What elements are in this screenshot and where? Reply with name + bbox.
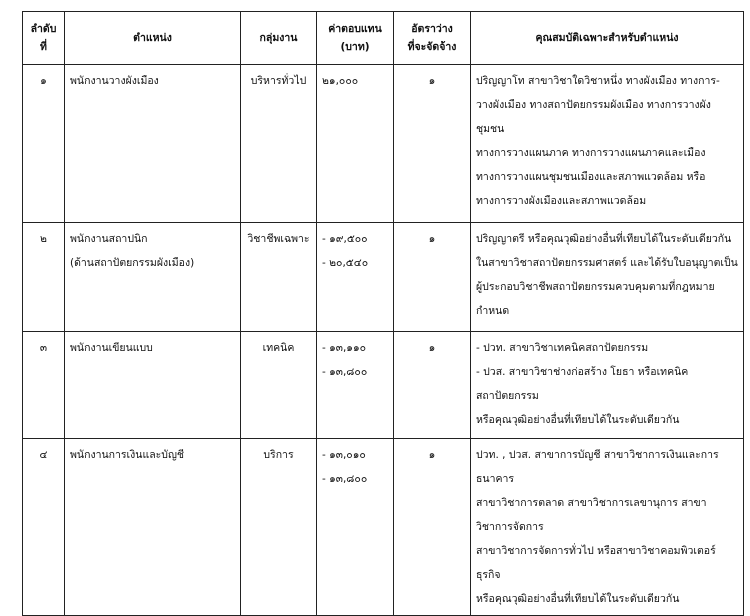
cell-qualification: [471, 65, 744, 223]
qualification-line: หรือคุณวุฒิอย่างอื่นที่เทียบได้ในระดับเดียวกัน: [476, 593, 680, 605]
pay-line: - ๒๐,๕๔๐: [322, 257, 369, 269]
pay-line: ๒๑,๐๐๐: [322, 75, 359, 87]
qualification-line: หรือคุณวุฒิอย่างอื่นที่เทียบได้ในระดับเดียวกัน: [476, 414, 680, 426]
position-line: (ด้านสถาปัตยกรรมผังเมือง): [70, 257, 195, 269]
table-row: [23, 332, 744, 439]
cell-no: ๑: [23, 65, 65, 223]
table-row: [23, 223, 744, 332]
cell-group: บริหารทั่วไป: [241, 65, 317, 223]
cell-group: วิชาชีพเฉพาะ: [241, 223, 317, 332]
header-rate: [394, 12, 471, 65]
position-line: พนักงานการเงินและบัญชี: [70, 449, 185, 461]
header-row: [23, 12, 744, 65]
qualification-line: ทางการวางแผนภาค ทางการวางแผนภาคและเมือง: [476, 147, 706, 159]
header-position: ตำแหน่ง: [65, 12, 241, 65]
table-header: [23, 12, 744, 65]
qualification-line: วางผังเมือง ทางสถาปัตยกรรมผังเมือง ทางการวางผังชุมชน: [476, 99, 711, 135]
pay-line: - ๑๓,๐๑๐: [322, 449, 366, 461]
cell-pay: [317, 439, 394, 616]
cell-position: [65, 332, 241, 439]
cell-qualification: [471, 439, 744, 616]
cell-pay: [317, 332, 394, 439]
header-qualification: คุณสมบัติเฉพาะสำหรับตำแหน่ง: [471, 12, 744, 65]
positions-table: [22, 11, 744, 616]
header-rate-line2: ที่จะจัดจ้าง: [407, 41, 457, 53]
cell-qualification: [471, 332, 744, 439]
table-row: [23, 439, 744, 616]
qualification-line: สาขาวิชาการจัดการทั่วไป หรือสาขาวิชาคอมพิวเตอร์ธุรกิจ: [476, 545, 716, 581]
qualification-line: - ปวท. สาขาวิชาเทคนิคสถาปัตยกรรม: [476, 342, 649, 354]
qualification-line: ในสาขาวิชาสถาปัตยกรรมศาสตร์ และได้รับใบอนุญาตเป็น: [476, 257, 738, 269]
header-pay-line2: (บาท): [340, 41, 370, 53]
cell-no: ๒: [23, 223, 65, 332]
cell-no: ๔: [23, 439, 65, 616]
pay-line: - ๑๙,๕๐๐: [322, 233, 368, 245]
qualification-line: ปริญญาตรี หรือคุณวุฒิอย่างอื่นที่เทียบได้ในระดับเดียวกัน: [476, 233, 732, 245]
pay-line: - ๑๓,๘๐๐: [322, 473, 368, 485]
qualification-line: ทางการวางแผนชุมชนเมืองและสภาพแวดล้อม หรือ: [476, 171, 706, 183]
position-line: พนักงานสถาปนิก: [70, 233, 148, 245]
qualification-line: ผู้ประกอบวิชาชีพสถาปัตยกรรมควบคุมตามที่กฎหมายกำหนด: [476, 281, 715, 317]
cell-position: [65, 223, 241, 332]
qualification-line: ปวท. , ปวส. สาขาการบัญชี สาขาวิชาการเงินและการธนาคาร: [476, 449, 719, 485]
position-line: พนักงานวางผังเมือง: [70, 75, 159, 87]
cell-rate: ๑: [394, 223, 471, 332]
cell-qualification: [471, 223, 744, 332]
qualification-line: - ปวส. สาขาวิชาช่างก่อสร้าง โยธา หรือเทคนิคสถาปัตยกรรม: [476, 366, 689, 402]
pay-line: - ๑๓,๘๐๐: [322, 366, 368, 378]
qualification-line: ทางการวางผังเมืองและสภาพแวดล้อม: [476, 195, 647, 207]
qualification-line: ปริญญาโท สาขาวิชาใดวิชาหนึ่ง ทางผังเมือง ทางการ-: [476, 75, 720, 87]
cell-position: [65, 439, 241, 616]
position-line: พนักงานเขียนแบบ: [70, 342, 153, 354]
cell-rate: ๑: [394, 65, 471, 223]
table-body: [23, 65, 744, 616]
cell-group: บริการ: [241, 439, 317, 616]
header-no: [23, 12, 65, 65]
header-pay: [317, 12, 394, 65]
cell-rate: ๑: [394, 439, 471, 616]
cell-pay: [317, 223, 394, 332]
cell-no: ๓: [23, 332, 65, 439]
table-row: [23, 65, 744, 223]
header-no-line1: ลำดับ: [30, 23, 57, 35]
cell-position: [65, 65, 241, 223]
header-group: กลุ่มงาน: [241, 12, 317, 65]
pay-line: - ๑๓,๑๑๐: [322, 342, 367, 354]
header-no-line2: ที่: [40, 41, 47, 53]
cell-pay: [317, 65, 394, 223]
cell-group: เทคนิค: [241, 332, 317, 439]
header-pay-line1: ค่าตอบแทน: [328, 23, 382, 35]
cell-rate: ๑: [394, 332, 471, 439]
qualification-line: สาขาวิชาการตลาด สาขาวิชาการเลขานุการ สาขาวิชาการจัดการ: [476, 497, 707, 533]
header-rate-line1: อัตราว่าง: [411, 23, 453, 35]
